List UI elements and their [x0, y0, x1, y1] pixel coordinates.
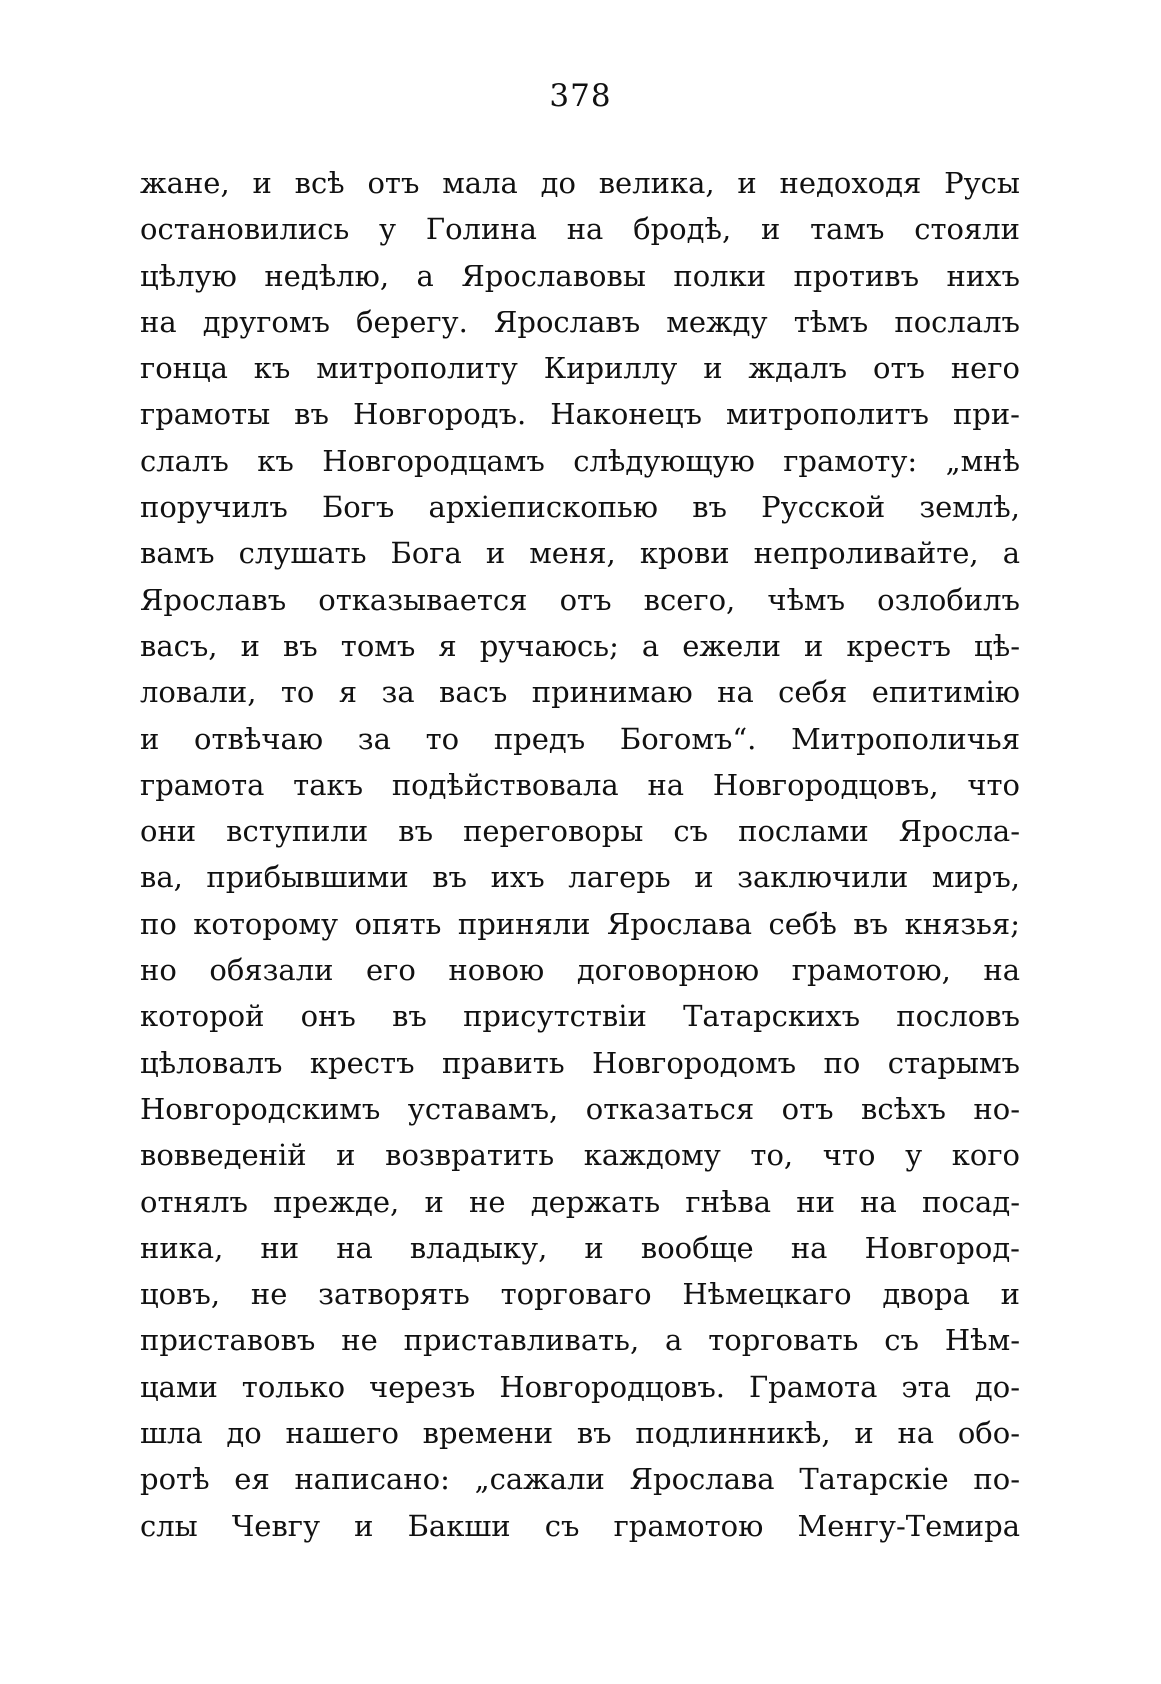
text-line: цовъ, не затворять торговаго Нѣмецкаго двора и	[140, 1277, 1020, 1312]
text-line: которой онъ въ присутствіи Татарскихъ пословъ	[140, 999, 1020, 1034]
text-line: цами только черезъ Новгородцовъ. Грамота эта до-	[140, 1369, 1020, 1404]
text-line: остановились у Голина на бродѣ, и тамъ стояли	[140, 212, 1020, 247]
text-line: по которому опять приняли Ярослава себѣ въ князья;	[140, 906, 1020, 941]
text-line: слалъ къ Новгородцамъ слѣдующую грамоту: „мнѣ	[140, 443, 1020, 478]
text-line: вамъ слушать Бога и меня, крови непроливайте, а	[140, 536, 1020, 571]
text-line: на другомъ берегу. Ярославъ между тѣмъ послалъ	[140, 304, 1020, 339]
text-line: ника, ни на владыку, и вообще на Новгород-	[140, 1230, 1020, 1265]
text-line: и отвѣчаю за то предъ Богомъ“. Митрополичья	[140, 721, 1020, 756]
text-line: приставовъ не приставливать, а торговать съ Нѣм-	[140, 1323, 1020, 1358]
text-line: цѣловалъ крестъ править Новгородомъ по старымъ	[140, 1045, 1020, 1080]
text-line: они вступили въ переговоры съ послами Яросла-	[140, 814, 1020, 849]
text-line: ва, прибывшими въ ихъ лагерь и заключили миръ,	[140, 860, 1020, 895]
body-text	[140, 160, 1020, 1549]
text-line: грамота такъ подѣйствовала на Новгородцовъ, что	[140, 767, 1020, 802]
text-line: вовведеній и возвратить каждому то, что у кого	[140, 1138, 1020, 1173]
text-line: но обязали его новою договорною грамотою, на	[140, 953, 1020, 988]
text-line: шла до нашего времени въ подлинникѣ, и на обо-	[140, 1416, 1020, 1451]
text-line: поручилъ Богъ архіепископью въ Русской землѣ,	[140, 490, 1020, 525]
text-line: Ярославъ отказывается отъ всего, чѣмъ озлобилъ	[140, 582, 1020, 617]
text-line: васъ, и въ томъ я ручаюсь; а ежели и крестъ цѣ-	[140, 628, 1020, 663]
text-line: Новгородскимъ уставамъ, отказаться отъ всѣхъ но-	[140, 1091, 1020, 1126]
page-number: 378	[549, 78, 612, 114]
text-line: грамоты въ Новгородъ. Наконецъ митрополитъ при-	[140, 397, 1020, 432]
text-line: цѣлую недѣлю, а Ярославовы полки противъ нихъ	[140, 258, 1020, 293]
text-line: ловали, то я за васъ принимаю на себя епитимію	[140, 675, 1020, 710]
text-line: жане, и всѣ отъ мала до велика, и недоходя Русы	[140, 166, 1020, 200]
text-line: отнялъ прежде, и не держать гнѣва ни на посад-	[140, 1184, 1020, 1219]
text-line: ротѣ ея написано: „сажали Ярослава Татарскіе по-	[140, 1462, 1020, 1497]
text-line: слы Чевгу и Бакши съ грамотою Менгу-Темира	[140, 1508, 1020, 1543]
text-line: гонца къ митрополиту Кириллу и ждалъ отъ него	[140, 351, 1020, 386]
